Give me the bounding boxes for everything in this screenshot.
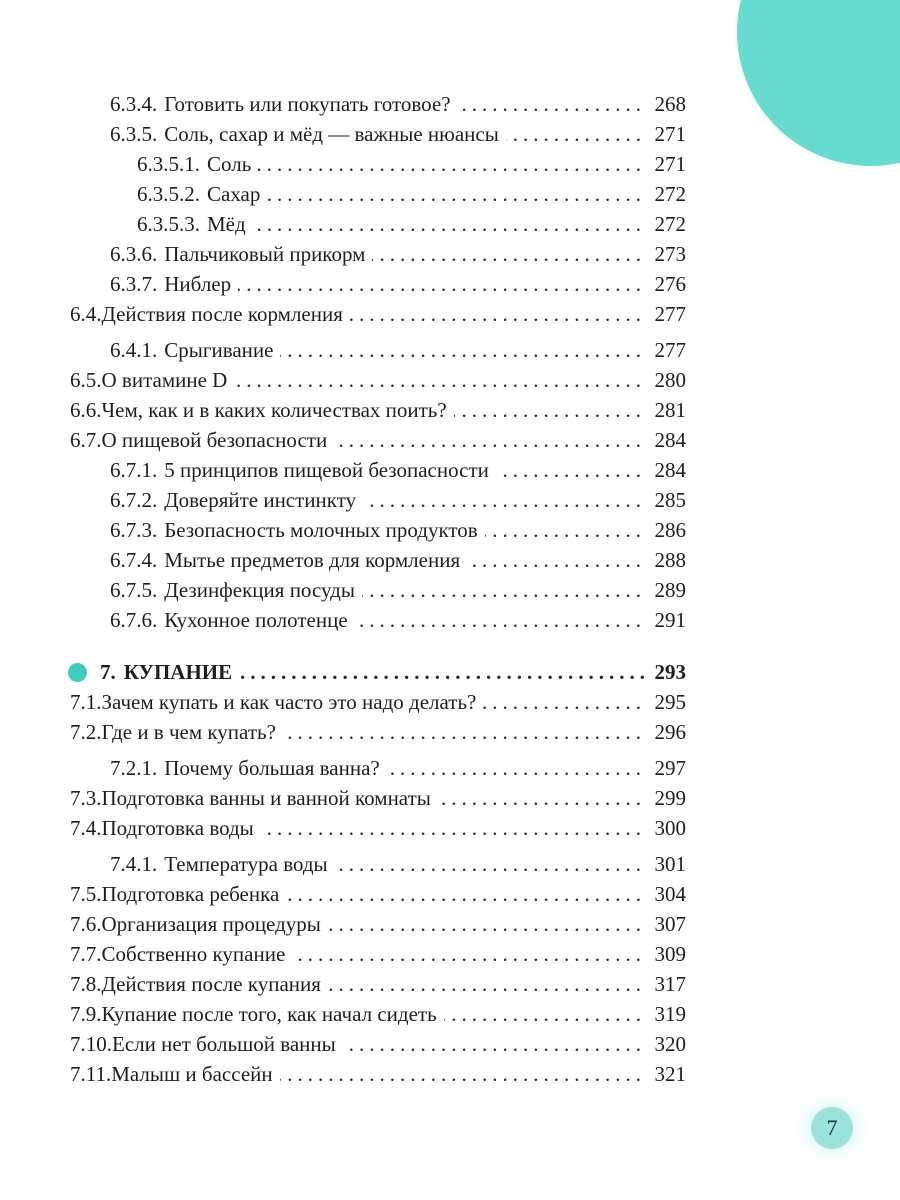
toc-entry-page: 295	[654, 690, 686, 714]
dot-leader	[334, 425, 646, 455]
toc-entry-title: Подготовка воды	[101, 816, 254, 840]
toc-entry	[110, 753, 686, 783]
toc-entry-number: 7.9.	[70, 1002, 102, 1026]
toc-entry	[70, 425, 686, 455]
toc-entry-title: Действия после купания	[101, 972, 321, 996]
toc-entry-number: 6.6.	[70, 398, 102, 422]
toc-entry-page: 296	[654, 720, 686, 744]
toc-entry-number: 7.8.	[70, 972, 102, 996]
toc-entry-number: 6.5.	[70, 368, 102, 392]
toc-entry-number: 7.2.	[70, 720, 102, 744]
toc-entry-page: 297	[654, 756, 686, 780]
toc-entry-number: 7.6.	[70, 912, 102, 936]
toc-entry-page: 271	[654, 152, 686, 176]
dot-leader	[458, 89, 646, 119]
toc-entry-title: Ниблер	[164, 272, 232, 296]
toc-entry	[70, 1029, 686, 1059]
toc-entry-title: Мёд	[207, 212, 246, 236]
toc-entry-page: 288	[654, 548, 686, 572]
toc-entry	[110, 485, 686, 515]
toc-entry-number: 7.11.	[70, 1062, 112, 1086]
toc-entry-page: 284	[654, 428, 686, 452]
toc-entry-title: Срыгивание	[164, 338, 274, 362]
dot-leader	[485, 515, 646, 545]
toc-entry-number: 6.3.5.2.	[137, 182, 200, 206]
toc-entry-page: 277	[654, 302, 686, 326]
toc-entry	[110, 849, 686, 879]
toc-entry-title: КУПАНИЕ	[123, 660, 233, 684]
toc-entry	[110, 335, 686, 365]
dot-leader	[328, 909, 646, 939]
page-number: 7	[826, 1115, 838, 1140]
toc-entry-title: Чем, как и в каких количествах поить?	[101, 398, 447, 422]
toc-entry-number: 6.7.2.	[110, 488, 158, 512]
dot-leader	[292, 939, 646, 969]
toc-entry-page: 320	[654, 1032, 686, 1056]
toc-section-heading	[100, 657, 686, 687]
dot-leader	[506, 119, 646, 149]
table-of-contents	[70, 0, 686, 1089]
toc-entry	[70, 879, 686, 909]
toc-entry-page: 317	[654, 972, 686, 996]
toc-entry-number: 7.7.	[70, 942, 102, 966]
corner-decoration-circle	[737, 0, 900, 166]
dot-leader	[261, 813, 646, 843]
toc-entry-number: 6.7.5.	[110, 578, 158, 602]
toc-entry-page: 268	[654, 92, 686, 116]
toc-entry-page: 289	[654, 578, 686, 602]
toc-entry-number: 6.4.	[70, 302, 102, 326]
toc-entry	[137, 179, 686, 209]
toc-entry	[110, 515, 686, 545]
toc-entry-number: 6.3.5.	[110, 122, 158, 146]
dot-leader	[454, 395, 646, 425]
dot-leader	[335, 849, 646, 879]
dot-leader	[234, 365, 646, 395]
toc-entry-number: 6.3.6.	[110, 242, 158, 266]
dot-leader	[350, 299, 646, 329]
toc-entry-page: 291	[654, 608, 686, 632]
toc-entry	[70, 999, 686, 1029]
toc-entry-title: Мытье предметов для кормления	[164, 548, 461, 572]
dot-leader	[483, 687, 646, 717]
toc-entry-number: 6.7.6.	[110, 608, 158, 632]
toc-entry-number: 7.5.	[70, 882, 102, 906]
toc-entry	[110, 455, 686, 485]
toc-entry-page: 272	[654, 182, 686, 206]
dot-leader	[267, 179, 646, 209]
toc-entry-title: Зачем купать и как часто это надо делать?	[101, 690, 477, 714]
toc-entry	[110, 545, 686, 575]
toc-entry	[110, 605, 686, 635]
toc-entry-page: 301	[654, 852, 686, 876]
toc-entry-title: Купание после того, как начал сидеть	[101, 1002, 437, 1026]
toc-entry-title: Кухонное полотенце	[164, 608, 348, 632]
toc-entry	[110, 89, 686, 119]
dot-leader	[258, 149, 646, 179]
toc-entry-number: 6.3.7.	[110, 272, 158, 296]
toc-entry-page: 277	[654, 338, 686, 362]
toc-entry-number: 7.3.	[70, 786, 102, 810]
toc-entry-page: 281	[654, 398, 686, 422]
toc-entry-title: 5 принципов пищевой безопасности	[164, 458, 489, 482]
dot-leader	[438, 783, 646, 813]
toc-entry-title: О пищевой безопасности	[101, 428, 328, 452]
toc-entry-page: 319	[654, 1002, 686, 1026]
toc-entry	[70, 783, 686, 813]
toc-entry	[110, 119, 686, 149]
toc-entry-title: Соль	[207, 152, 252, 176]
toc-entry	[137, 149, 686, 179]
dot-leader	[362, 575, 646, 605]
toc-entry-page: 273	[654, 242, 686, 266]
dot-leader	[280, 335, 646, 365]
toc-entry-page: 280	[654, 368, 686, 392]
toc-entry-title: Соль, сахар и мёд — важные нюансы	[164, 122, 499, 146]
toc-entry-page: 304	[654, 882, 686, 906]
toc-entry-number: 6.7.4.	[110, 548, 158, 572]
toc-entry-title: Малыш и бассейн	[111, 1062, 273, 1086]
dot-leader	[238, 269, 646, 299]
page-number-badge	[811, 1107, 853, 1149]
toc-entry-page: 271	[654, 122, 686, 146]
dot-leader	[253, 209, 646, 239]
dot-leader	[286, 879, 646, 909]
dot-leader	[328, 969, 646, 999]
dot-leader	[467, 545, 646, 575]
toc-entry-title: Пальчиковый прикорм	[164, 242, 366, 266]
toc-entry	[70, 395, 686, 425]
toc-entry-number: 7.4.1.	[110, 852, 158, 876]
toc-entry-title: Подготовка ванны и ванной комнаты	[101, 786, 431, 810]
toc-entry-title: О витамине D	[101, 368, 228, 392]
toc-entry-page: 307	[654, 912, 686, 936]
dot-leader	[355, 605, 646, 635]
dot-leader	[387, 753, 646, 783]
toc-entry-title: Почему большая ванна?	[164, 756, 380, 780]
toc-entry-title: Собственно купание	[101, 942, 286, 966]
toc-entry-title: Действия после кормления	[101, 302, 343, 326]
toc-entry-number: 6.3.5.3.	[137, 212, 200, 236]
toc-entry-title: Безопасность молочных продуктов	[164, 518, 478, 542]
toc-entry-number: 6.4.1.	[110, 338, 158, 362]
toc-entry-title: Если нет большой ванны	[112, 1032, 336, 1056]
toc-entry	[110, 575, 686, 605]
toc-entry-number: 7.1.	[70, 690, 102, 714]
dot-leader	[372, 239, 646, 269]
toc-entry-page: 321	[654, 1062, 686, 1086]
dot-leader	[444, 999, 646, 1029]
toc-entry	[70, 717, 686, 747]
toc-entry-page: 299	[654, 786, 686, 810]
toc-entry-title: Сахар	[207, 182, 261, 206]
toc-entry-page: 300	[654, 816, 686, 840]
toc-entry-title: Организация процедуры	[101, 912, 321, 936]
toc-entry-title: Температура воды	[164, 852, 328, 876]
toc-entry-number: 6.3.5.1.	[137, 152, 200, 176]
toc-entry-number: 6.3.4.	[110, 92, 158, 116]
dot-leader	[239, 657, 650, 687]
dot-leader	[280, 1059, 646, 1089]
toc-entry-page: 285	[654, 488, 686, 512]
toc-entry-title: Доверяйте инстинкту	[164, 488, 357, 512]
toc-entry-title: Готовить или покупать готовое?	[164, 92, 451, 116]
toc-entry-number: 7.	[100, 660, 116, 684]
dot-leader	[363, 485, 646, 515]
toc-entry-page: 272	[654, 212, 686, 236]
toc-entry	[70, 969, 686, 999]
toc-entry-page: 309	[654, 942, 686, 966]
dot-leader	[496, 455, 646, 485]
toc-entry-number: 7.4.	[70, 816, 102, 840]
toc-entry-title: Подготовка ребенка	[101, 882, 280, 906]
toc-entry	[110, 239, 686, 269]
toc-entry	[70, 909, 686, 939]
toc-entry-number: 6.7.	[70, 428, 102, 452]
toc-entry	[70, 813, 686, 843]
toc-entry	[70, 939, 686, 969]
toc-entry	[137, 209, 686, 239]
toc-entry	[70, 687, 686, 717]
toc-entry	[110, 269, 686, 299]
toc-entry	[70, 299, 686, 329]
toc-entry-number: 6.7.3.	[110, 518, 158, 542]
toc-entry-title: Где и в чем купать?	[101, 720, 276, 744]
section-bullet-icon	[68, 663, 87, 682]
toc-entry	[70, 1059, 686, 1089]
toc-entry-number: 7.10.	[70, 1032, 112, 1056]
toc-entry-number: 7.2.1.	[110, 756, 158, 780]
toc-entry-page: 286	[654, 518, 686, 542]
toc-entry-page: 284	[654, 458, 686, 482]
toc-entry-number: 6.7.1.	[110, 458, 158, 482]
toc-entry-page: 276	[654, 272, 686, 296]
dot-leader	[343, 1029, 646, 1059]
toc-entry-title: Дезинфекция посуды	[164, 578, 355, 602]
toc-entry-page: 293	[654, 660, 686, 684]
dot-leader	[283, 717, 646, 747]
toc-entry	[70, 365, 686, 395]
